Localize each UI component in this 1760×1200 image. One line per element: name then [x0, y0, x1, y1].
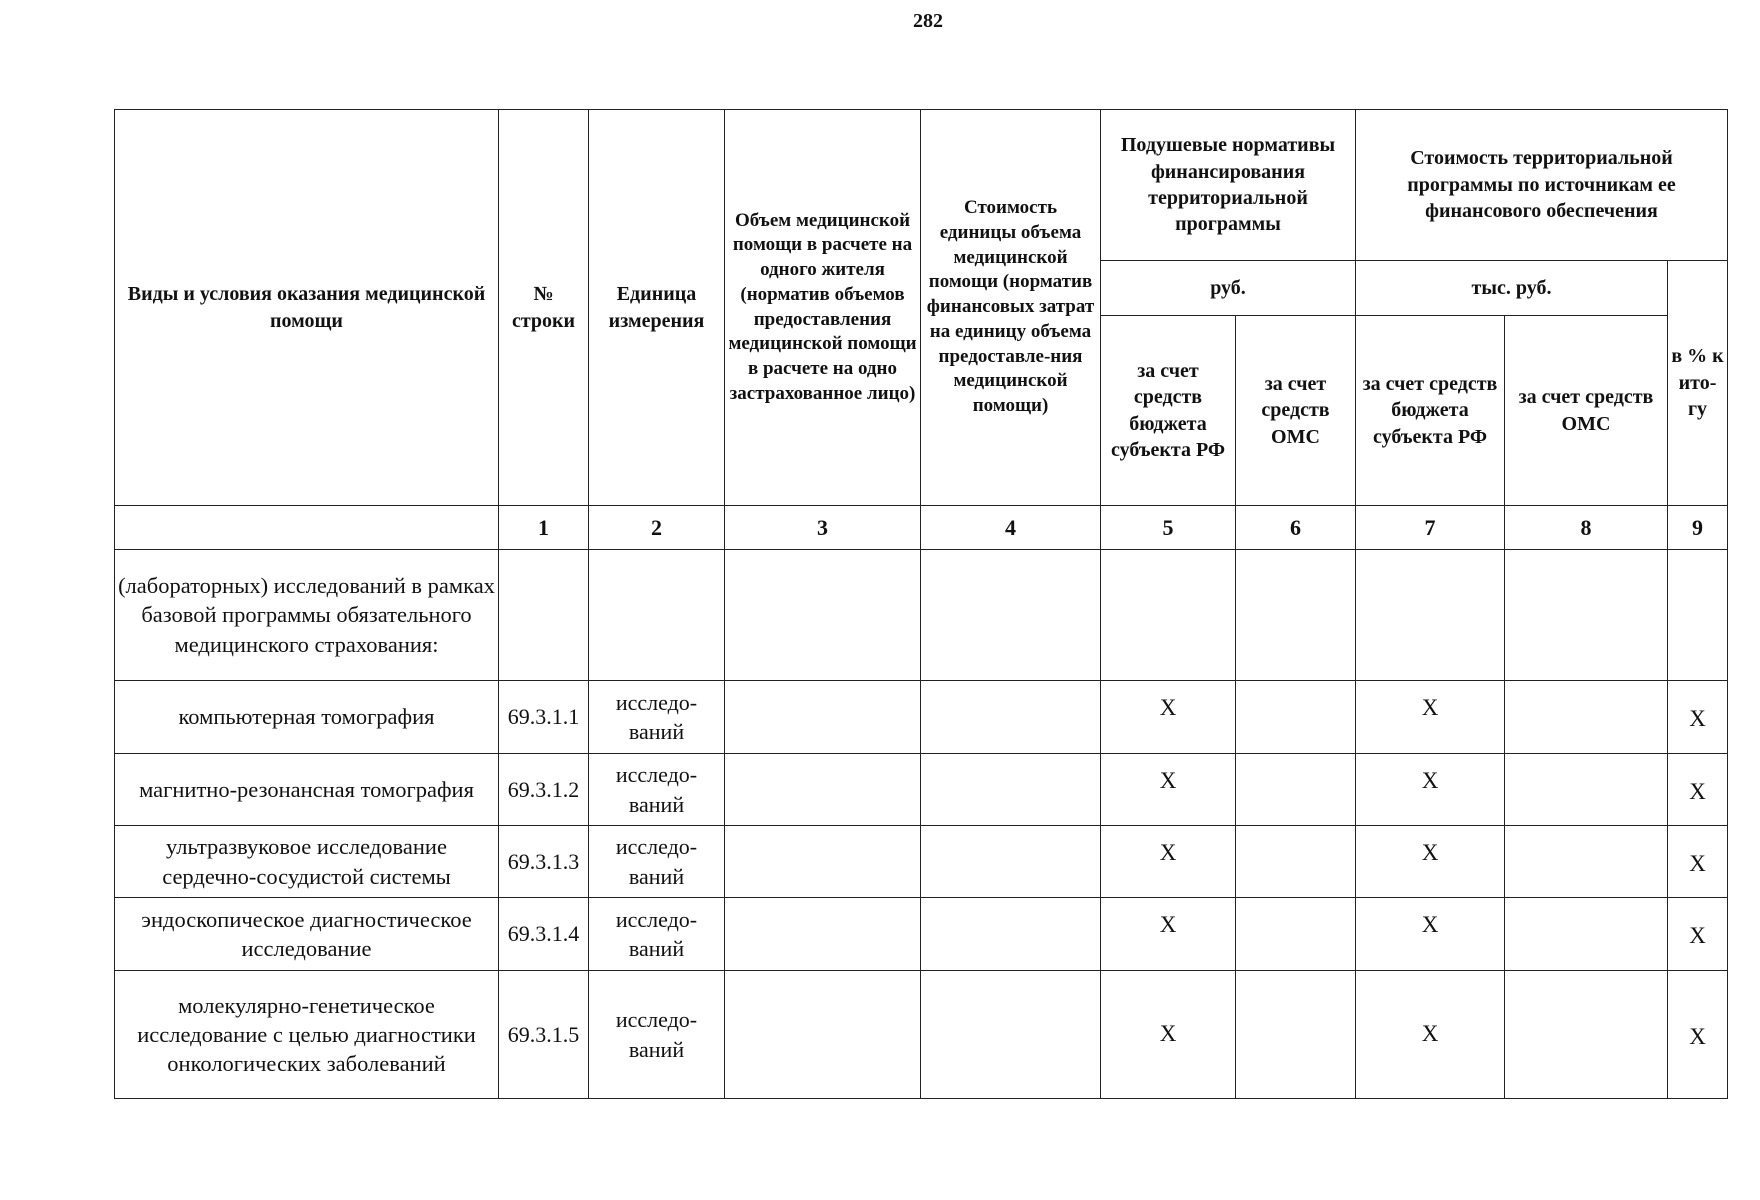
- header-kinds-of-care: Виды и условия оказания медицинской помощи: [115, 110, 499, 506]
- row-unit: исследо-ваний: [589, 681, 725, 754]
- row-volume: [725, 898, 921, 971]
- row-volume: [725, 971, 921, 1099]
- row-total-oms: [1505, 898, 1668, 971]
- header-percapita-oms: за счет средств ОМС: [1236, 316, 1356, 506]
- row-total-oms: [1505, 754, 1668, 826]
- row-volume: [725, 681, 921, 754]
- row-total-budget: X: [1356, 754, 1505, 826]
- row-unit-cost: [921, 754, 1101, 826]
- row-unit: исследо-ваний: [589, 971, 725, 1099]
- table-row: [115, 898, 1728, 971]
- header-unit: Единица измерения: [589, 110, 725, 506]
- row-volume: [725, 826, 921, 898]
- column-number: 2: [589, 506, 725, 550]
- row-unit: исследо-ваний: [589, 898, 725, 971]
- column-number: 1: [499, 506, 589, 550]
- empty-cell: [1101, 550, 1236, 681]
- row-percapita-budget: X: [1101, 971, 1236, 1099]
- row-line-number: 69.3.1.1: [499, 681, 589, 754]
- row-percent: X: [1668, 681, 1728, 754]
- header-unit-cost: Стоимость единицы объема медицинской помощи (норматив финансовых затрат на единицу объема предоставле-ния медицинской помощи): [921, 110, 1101, 506]
- row-total-budget: X: [1356, 898, 1505, 971]
- row-total-budget: X: [1356, 826, 1505, 898]
- row-percapita-budget: X: [1101, 681, 1236, 754]
- header-unit-thousand-rub: тыс. руб.: [1356, 261, 1668, 316]
- row-unit: исследо-ваний: [589, 826, 725, 898]
- row-percapita-oms: [1236, 681, 1356, 754]
- column-number: 3: [725, 506, 921, 550]
- row-unit: исследо-ваний: [589, 754, 725, 826]
- header-program-cost: Стоимость территориальной программы по источникам ее финансового обеспечения: [1356, 110, 1728, 261]
- column-number: 4: [921, 506, 1101, 550]
- row-percapita-oms: [1236, 826, 1356, 898]
- empty-cell: [1668, 550, 1728, 681]
- empty-cell: [1356, 550, 1505, 681]
- row-name: эндоскопическое диагностическое исследование: [115, 898, 499, 971]
- row-volume: [725, 754, 921, 826]
- row-percapita-budget: X: [1101, 898, 1236, 971]
- row-unit-cost: [921, 898, 1101, 971]
- section-title: (лабораторных) исследований в рамках базовой программы обязательного медицинского страхования:: [115, 550, 499, 681]
- table-row: [115, 826, 1728, 898]
- program-cost-table: [114, 109, 1728, 1099]
- table-row: [115, 754, 1728, 826]
- column-number: 9: [1668, 506, 1728, 550]
- header-per-capita-standards: Подушевые нормативы финансирования территориальной программы: [1101, 110, 1356, 261]
- row-percent: X: [1668, 971, 1728, 1099]
- header-percapita-budget: за счет средств бюджета субъекта РФ: [1101, 316, 1236, 506]
- empty-cell: [725, 550, 921, 681]
- header-total-oms: за счет средств ОМС: [1505, 316, 1668, 506]
- row-line-number: 69.3.1.3: [499, 826, 589, 898]
- header-volume: Объем медицинской помощи в расчете на одного жителя (норматив объемов предоставления медицинской помощи в расчете на одно застрахованное лицо): [725, 110, 921, 506]
- row-total-budget: X: [1356, 971, 1505, 1099]
- empty-cell: [1505, 550, 1668, 681]
- page-number: 282: [913, 10, 943, 32]
- row-name: магнитно-резонансная томография: [115, 754, 499, 826]
- empty-cell: [589, 550, 725, 681]
- row-total-oms: [1505, 971, 1668, 1099]
- column-number: [115, 506, 499, 550]
- row-percapita-oms: [1236, 898, 1356, 971]
- header-line-number: № строки: [499, 110, 589, 506]
- row-name: компьютерная томография: [115, 681, 499, 754]
- table-row: [115, 681, 1728, 754]
- row-percapita-oms: [1236, 754, 1356, 826]
- header-unit-rub: руб.: [1101, 261, 1356, 316]
- row-line-number: 69.3.1.4: [499, 898, 589, 971]
- row-total-budget: X: [1356, 681, 1505, 754]
- row-line-number: 69.3.1.2: [499, 754, 589, 826]
- header-percent-of-total: в % к ито-гу: [1668, 261, 1728, 506]
- row-total-oms: [1505, 681, 1668, 754]
- table-row: [115, 971, 1728, 1099]
- column-number: 5: [1101, 506, 1236, 550]
- column-number: 7: [1356, 506, 1505, 550]
- row-unit-cost: [921, 971, 1101, 1099]
- column-number: 8: [1505, 506, 1668, 550]
- row-unit-cost: [921, 681, 1101, 754]
- row-percapita-budget: X: [1101, 826, 1236, 898]
- row-percent: X: [1668, 754, 1728, 826]
- row-percent: X: [1668, 826, 1728, 898]
- header-total-budget: за счет средств бюджета субъекта РФ: [1356, 316, 1505, 506]
- empty-cell: [921, 550, 1101, 681]
- row-unit-cost: [921, 826, 1101, 898]
- row-name: ультразвуковое исследование сердечно-сосудистой системы: [115, 826, 499, 898]
- row-total-oms: [1505, 826, 1668, 898]
- column-number: 6: [1236, 506, 1356, 550]
- row-percapita-budget: X: [1101, 754, 1236, 826]
- row-name: молекулярно-генетическое исследование с целью диагностики онкологических заболеваний: [115, 971, 499, 1099]
- empty-cell: [1236, 550, 1356, 681]
- row-percent: X: [1668, 898, 1728, 971]
- row-percapita-oms: [1236, 971, 1356, 1099]
- empty-cell: [499, 550, 589, 681]
- row-line-number: 69.3.1.5: [499, 971, 589, 1099]
